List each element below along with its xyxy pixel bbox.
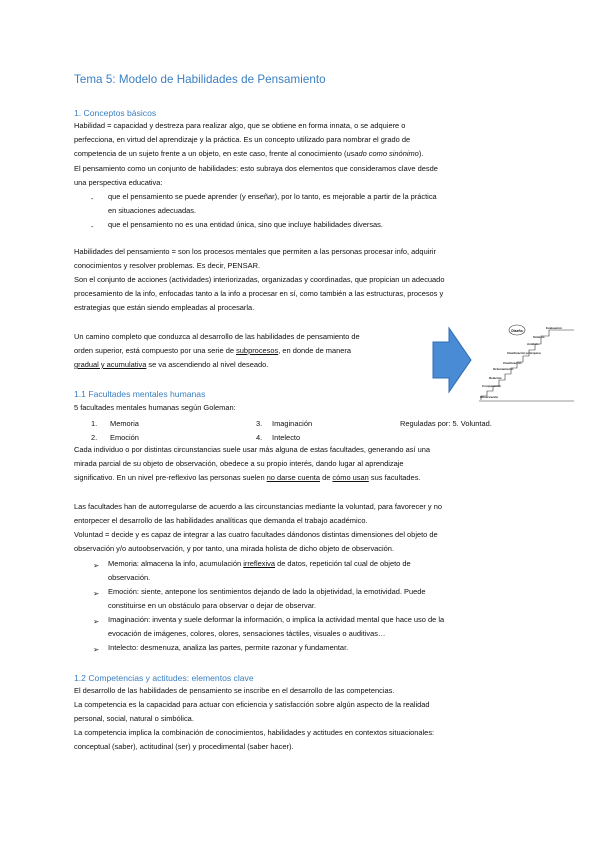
- paragraph-line: mirada parcial de su objeto de observación, obedece a su propio interés, dando lugar al aprendizaje: [74, 459, 404, 468]
- bullet-text: Emoción: siente, antepone los sentimientos dejando de lado la objetividad, la emotividad. Puede: [108, 587, 426, 596]
- paragraph-line: personal, social, natural o simbólica.: [74, 714, 194, 723]
- arrow-bullet: ➢: [93, 617, 100, 626]
- list-number: 3.: [256, 419, 263, 428]
- paragraph-line: una perspectiva educativa:: [74, 178, 163, 187]
- bullet-text: que el pensamiento no es una entidad única, sino que incluye habilidades diversas.: [108, 220, 383, 229]
- step-label: Observación: [480, 395, 499, 399]
- paragraph-line: significativo. En un nivel pre-reflexivo las personas suelen no darse cuenta de cómo usan sus facultades.: [74, 473, 421, 482]
- paragraph-line: Un camino completo que conduzca al desarrollo de las habilidades de pensamiento de: [74, 332, 360, 341]
- paragraph-line: La competencia implica la combinación de conocimientos, habilidades y actitudes en contextos situacionales:: [74, 728, 435, 737]
- staircase-diagram: [431, 316, 574, 404]
- list-number: 1.: [91, 419, 98, 428]
- paragraph-line: orden superior, está compuesto por una serie de subprocesos, en donde de manera: [74, 346, 352, 355]
- heading-conceptos-basicos: 1. Conceptos básicos: [74, 108, 157, 118]
- paragraph-line: Cada individuo o por distintas circunstancias suele usar más alguna de estas facultades, generando así una: [74, 445, 430, 454]
- paragraph-line: procesamiento de la info, enfocadas tanto a la info a procesar en sí, como también a las estructuras, procesos y: [74, 289, 444, 298]
- paragraph-line: competencia de un sujeto frente a un objeto, en este caso, frente al conocimiento (usado como sinónimo).: [74, 149, 424, 158]
- paragraph-line: estrategias que están siendo empleadas al procesarla.: [74, 303, 255, 312]
- paragraph-line: 5 facultades mentales humanas según Goleman:: [74, 403, 236, 412]
- bullet-text: observación.: [108, 573, 151, 582]
- heading-facultades: 1.1 Facultades mentales humanas: [74, 389, 206, 399]
- paragraph-line: Son el conjunto de acciones (actividades) interiorizadas, organizadas y coordinadas, que propician un adecuado: [74, 275, 445, 284]
- list-number: 2.: [91, 433, 98, 442]
- faculty-intelecto: Intelecto: [272, 433, 301, 442]
- bullet-text: Memoria: almacena la info, acumulación irreflexiva de datos, repetición tal cual de objeto de: [108, 559, 411, 568]
- step-label: Clasificación jerárquica: [507, 351, 541, 355]
- step-label: Comparación: [482, 384, 502, 388]
- paragraph-line: gradual y acumulativa se va ascendiendo al nivel deseado.: [74, 360, 269, 369]
- paragraph-line: La competencia es la capacidad para actuar con eficiencia y satisfacción sobre algún aspecto de la realidad: [74, 700, 430, 709]
- faculty-imaginacion: Imaginación: [272, 419, 313, 428]
- step-label: Análisis: [527, 342, 539, 346]
- diagram-top-label: Diseño: [511, 329, 523, 333]
- dash-bullet: -: [91, 194, 94, 203]
- paragraph-line: Las facultades han de autorregularse de acuerdo a las circunstancias mediante la voluntad, para favorecer y no: [74, 502, 442, 511]
- step-label: Síntesis: [533, 335, 545, 339]
- paragraph-line: conocimientos y resolver problemas. Es decir, PENSAR.: [74, 261, 261, 270]
- bullet-text: que el pensamiento se puede aprender (y enseñar), por lo tanto, es mejorable a partir de la práctica: [108, 192, 437, 201]
- dash-bullet: -: [91, 222, 94, 231]
- bullet-text: evocación de imágenes, colores, olores, sensaciones táctiles, visuales o auditivas…: [108, 629, 386, 638]
- step-label: Clasificación: [503, 361, 522, 365]
- stairs: [479, 330, 574, 401]
- paragraph-line: conceptual (saber), actitudinal (ser) y procedimental (saber hacer).: [74, 742, 294, 751]
- paragraph-line: El pensamiento como un conjunto de habilidades: esto subraya dos elementos que consideramos clave desde: [74, 164, 438, 173]
- paragraph-line: perfecciona, en virtud del aprendizaje y la práctica. Es un concepto utilizado para nombrar el grado de: [74, 135, 411, 144]
- arrow-shape: [433, 328, 471, 392]
- arrow-bullet: ➢: [93, 589, 100, 598]
- step-label: Evaluación: [546, 326, 562, 330]
- faculty-voluntad: Reguladas por: 5. Voluntad.: [400, 419, 492, 428]
- paragraph-line: Voluntad = decide y es capaz de integrar a las cuatro facultades dándonos distintas dimensiones del objeto de: [74, 530, 438, 539]
- paragraph-line: observación y/o autoobservación, y por tanto, una mirada holista de dicho objeto de observación.: [74, 544, 395, 553]
- bullet-text: Intelecto: desmenuza, analiza las partes, permite razonar y fundamentar.: [108, 643, 349, 652]
- page-title: Tema 5: Modelo de Habilidades de Pensamiento: [74, 73, 326, 86]
- paragraph-line: entorpecer el desarrollo de las habilidades analíticas que demanda el trabajo académico.: [74, 516, 368, 525]
- paragraph-line: El desarrollo de las habilidades de pensamiento se inscribe en el desarrollo de las competencias.: [74, 686, 395, 695]
- list-number: 4.: [256, 433, 263, 442]
- step-label: Ordenamiento: [493, 367, 514, 371]
- bullet-text: en situaciones adecuadas.: [108, 206, 197, 215]
- arrow-bullet: ➢: [93, 561, 100, 570]
- step-label: Relación: [489, 376, 502, 380]
- paragraph-line: Habilidades del pensamiento = son los procesos mentales que permiten a las personas procesar info, adquirir: [74, 247, 436, 256]
- arrow-bullet: ➢: [93, 645, 100, 654]
- bullet-text: constituirse en un obstáculo para observar o dejar de observar.: [108, 601, 316, 610]
- paragraph-line: Habilidad = capacidad y destreza para realizar algo, que se obtiene en forma innata, o se adquiere o: [74, 121, 406, 130]
- faculty-memoria: Memoria: [110, 419, 139, 428]
- heading-competencias: 1.2 Competencias y actitudes: elementos clave: [74, 673, 254, 683]
- faculty-emocion: Emoción: [110, 433, 139, 442]
- bullet-text: Imaginación: inventa y suele deformar la información, o implica la actividad mental que hace uso de la: [108, 615, 445, 624]
